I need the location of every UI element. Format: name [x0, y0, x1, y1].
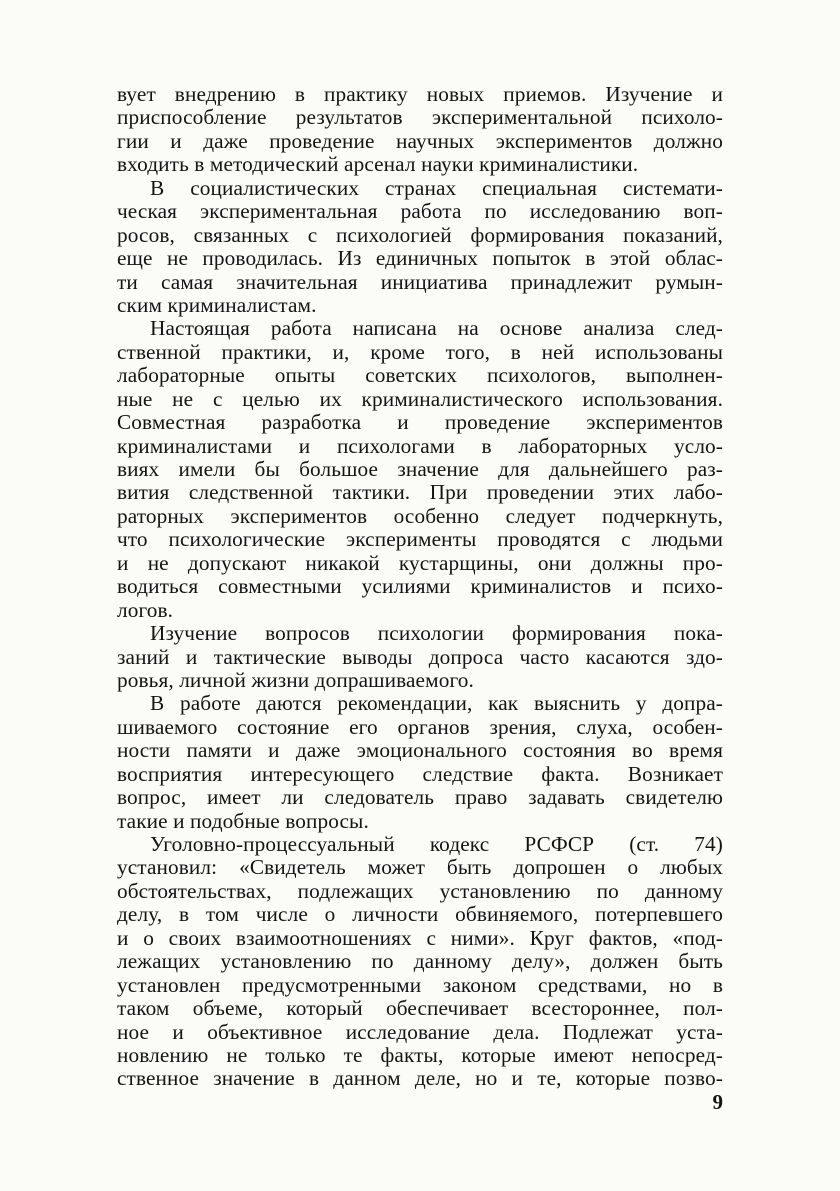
page-body [117, 83, 723, 1091]
text-line: ти самая значительная инициатива принадлежит румын- [117, 269, 723, 294]
text-line: такие и подобные вопросы. [117, 808, 369, 833]
text-line: таком объеме, который обеспечивает всестороннее, пол- [117, 996, 723, 1021]
text-line: Изучение вопросов психологии формирования пока- [150, 621, 723, 646]
text-line: вует внедрению в практику новых приемов. Изучение и [117, 82, 723, 106]
text-line: Настоящая работа написана на основе анализа след- [150, 316, 723, 341]
text-line: гии и даже проведение научных экспериментов должно [117, 128, 723, 153]
text-line: шиваемого состояние его органов зрения, слуха, особен- [117, 714, 723, 739]
page-number: 9 [712, 1090, 723, 1114]
text-line: установил: «Свидетель может быть допрошен о любых [117, 855, 723, 880]
text-line: ровья, личной жизни допрашиваемого. [117, 667, 474, 692]
text-line: В социалистических странах специальная системати- [150, 175, 723, 200]
text-line: раторных экспериментов особенно следует подчеркнуть, [117, 503, 723, 528]
text-line: вития следственной тактики. При проведении этих лабо- [117, 480, 723, 505]
text-line: ное и объективное исследование дела. Подлежат уста- [117, 1019, 723, 1044]
text-line: установлен предусмотренными законом средствами, но в [117, 972, 723, 997]
text-line: и не допускают никакой кустарщины, они должны про- [117, 550, 723, 575]
text-line: еще не проводилась. Из единичных попыток в этой облас- [117, 246, 723, 271]
text-line: заний и тактические выводы допроса часто касаются здо- [117, 644, 723, 669]
text-line: В работе даются рекомендации, как выяснить у допра- [150, 691, 723, 716]
text-line: Уголовно-процессуальный кодекс РСФСР (ст. 74) [150, 832, 723, 856]
text-line: входить в методический арсенал науки криминалистики. [117, 152, 639, 177]
paragraph [117, 317, 723, 622]
text-line: ческая экспериментальная работа по исследованию воп- [117, 199, 723, 224]
text-line: ственное значение в данном деле, но и те, которые позво- [117, 1066, 723, 1091]
text-line: лабораторные опыты советских психологов, выполнен- [117, 363, 723, 388]
text-line: новлению не только те факты, которые имеют непосред- [117, 1042, 723, 1067]
paragraph [117, 692, 723, 833]
text-line: делу, в том числе о личности обвиняемого, потерпевшего [117, 902, 723, 927]
text-line: росов, связанных с психологией формирования показаний, [117, 222, 723, 247]
text-line: логов. [117, 597, 174, 622]
text-line: водиться совместными усилиями криминалистов и психо- [117, 574, 723, 599]
paragraph [117, 833, 723, 1091]
paragraph [117, 622, 723, 692]
paragraph [117, 177, 723, 318]
text-line: ности памяти и даже эмоционального состояния во время [117, 738, 723, 763]
text-line: ные не с целью их криминалистического использования. [117, 386, 723, 411]
text-line: и о своих взаимоотношениях с ними». Круг фактов, «под- [117, 925, 723, 950]
text-line: криминалистами и психологами в лабораторных усло- [117, 433, 723, 458]
text-line: Совместная разработка и проведение экспериментов [117, 410, 723, 435]
paragraph [117, 83, 723, 177]
text-line: виях имели бы большое значение для дальнейшего раз- [117, 457, 723, 481]
text-line: восприятия интересующего следствие факта. Возникает [117, 761, 723, 786]
text-line: приспособление результатов экспериментальной психоло- [117, 105, 723, 130]
text-line: что психологические эксперименты проводятся с людьми [117, 527, 723, 552]
text-line: вопрос, имеет ли следователь право задавать свидетелю [117, 785, 723, 810]
text-line: обстоятельствах, подлежащих установлению по данному [117, 878, 723, 903]
text-line: лежащих установлению по данному делу», должен быть [117, 949, 723, 974]
text-line: ским криминалистам. [117, 292, 317, 317]
text-line: ственной практики, и, кроме того, в ней использованы [117, 339, 723, 364]
